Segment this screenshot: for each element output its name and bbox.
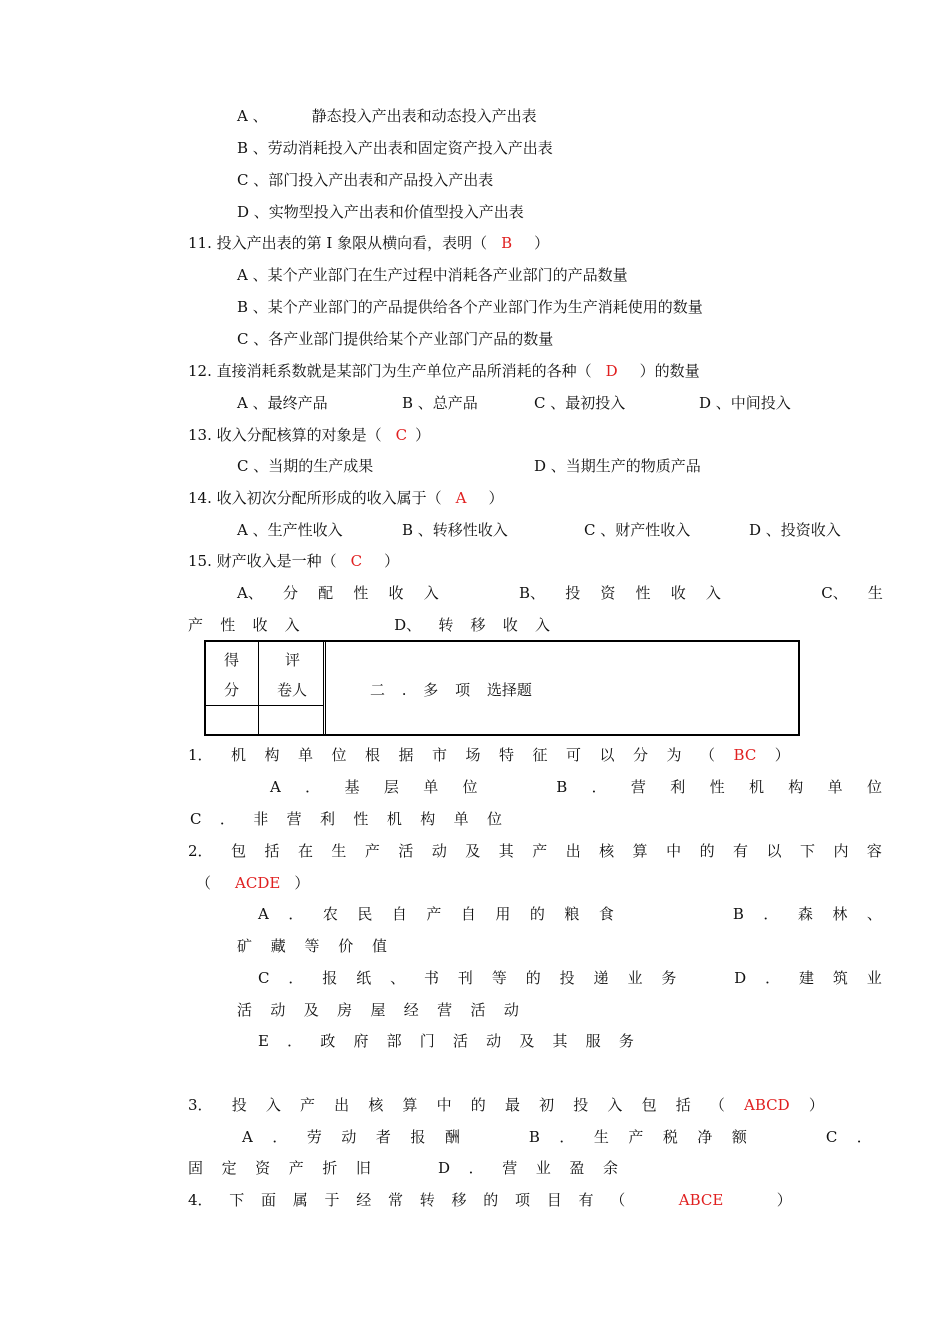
q12-answer: D (605, 362, 618, 380)
q12-option-c: C 、最初投入 (534, 394, 626, 412)
m2-options-line3: C ． 报 纸 、 书 刊 等 的 投 递 业 务 D ． 建 筑 业 (258, 969, 882, 987)
table-divider (258, 642, 259, 734)
m2-stem: 2． 包 括 在 生 产 活 动 及 其 产 出 核 算 中 的 有 以 下 内 容 (188, 842, 882, 860)
q10-option-a: A 、 静态投入产出表和动态投入产出表 (237, 107, 537, 125)
q15-stem: 15. 财产收入是一种（ C ） (188, 552, 400, 570)
m2-options-line4: 活 动 及 房 屋 经 营 活 动 (237, 1001, 519, 1019)
q12-option-b: B 、总产品 (402, 394, 478, 412)
q14-option-b: B 、转移性收入 (402, 521, 508, 539)
m3-stem: 3． 投 入 产 出 核 算 中 的 最 初 投 入 包 括 （ ABCD ） (188, 1096, 824, 1114)
m3-answer: ABCD (744, 1096, 790, 1114)
score-table (204, 640, 800, 736)
m3-options-line1: A ． 劳 动 者 报 酬 B ． 生 产 税 净 额 C ． (242, 1128, 872, 1146)
pingjuan-label-1: 评 (285, 651, 301, 669)
q11-option-c: C 、各产业部门提供给某个产业部门产品的数量 (237, 330, 554, 348)
q13-stem: 13. 收入分配核算的对象是（ C ） (188, 426, 431, 444)
m1-answer: BC (733, 746, 757, 764)
m2-answer: ACDE (235, 874, 281, 892)
section-title: 二 . 多 项 选择题 (370, 681, 532, 699)
table-divider (323, 642, 324, 734)
q11-answer: B (501, 234, 513, 252)
defen-label-1: 得 (224, 651, 240, 669)
q12-option-d: D 、中间投入 (699, 394, 791, 412)
q10-option-b: B 、劳动消耗投入产出表和固定资产投入产出表 (237, 139, 553, 157)
m2-options-line5: E ． 政 府 部 门 活 动 及 其 服 务 (258, 1032, 634, 1050)
m1-stem: 1． 机 构 单 位 根 据 市 场 特 征 可 以 分 为 （ BC ） (188, 746, 790, 764)
q13-option-c: C 、当期的生产成果 (237, 457, 374, 475)
m2-options-line1: A ． 农 民 自 产 自 用 的 粮 食 B ． 森 林 、 (258, 905, 882, 923)
q13-option-d: D 、当期生产的物质产品 (534, 457, 701, 475)
pingjuan-label-2: 卷人 (277, 681, 308, 699)
q10-option-d: D 、实物型投入产出表和价值型投入产出表 (237, 203, 524, 221)
m1-options-line2: C ． 非 营 利 性 机 构 单 位 (190, 810, 502, 828)
q14-answer: A (455, 489, 467, 507)
m2-options-line2: 矿 藏 等 价 值 (237, 937, 387, 955)
q15-answer: C (350, 552, 363, 570)
q13-answer: C (395, 426, 408, 444)
q14-option-d: D 、投资收入 (749, 521, 841, 539)
m1-options-line1: A ． 基 层 单 位 B ． 营 利 性 机 构 单 位 (270, 778, 882, 796)
q14-stem: 14. 收入初次分配所形成的收入属于（ A ） (188, 489, 504, 507)
q10-option-c: C 、部门投入产出表和产品投入产出表 (237, 171, 494, 189)
q14-option-a: A 、生产性收入 (237, 521, 343, 539)
q15-options-line1: A、 分 配 性 收 入 B、 投 资 性 收 入 C、 生 (237, 584, 883, 602)
q15-options-line2: 产 性 收 入 D、 转 移 收 入 (188, 616, 550, 634)
q11-stem: 11. 投入产出表的第 I 象限从横向看，表明（ B ） (188, 234, 550, 252)
defen-label-2: 分 (224, 681, 240, 699)
q11-option-a: A 、某个产业部门在生产过程中消耗各产业部门的产品数量 (237, 266, 628, 284)
q11-option-b: B 、某个产业部门的产品提供给各个产业部门作为生产消耗使用的数量 (237, 298, 703, 316)
m4-answer: ABCE (678, 1191, 724, 1209)
q12-option-a: A 、最终产品 (237, 394, 328, 412)
m3-options-line2: 固 定 资 产 折 旧 D ． 营 业 盈 余 (188, 1159, 618, 1177)
q14-option-c: C 、财产性收入 (584, 521, 691, 539)
table-divider (325, 642, 326, 734)
table-divider (206, 705, 324, 706)
m2-stem-answer: （ ACDE ） (196, 874, 310, 892)
m4-stem: 4． 下 面 属 于 经 常 转 移 的 项 目 有 （ ABCE ） (188, 1191, 792, 1209)
q12-stem: 12. 直接消耗系数就是某部门为生产单位产品所消耗的各种（ D ）的数量 (188, 362, 700, 380)
